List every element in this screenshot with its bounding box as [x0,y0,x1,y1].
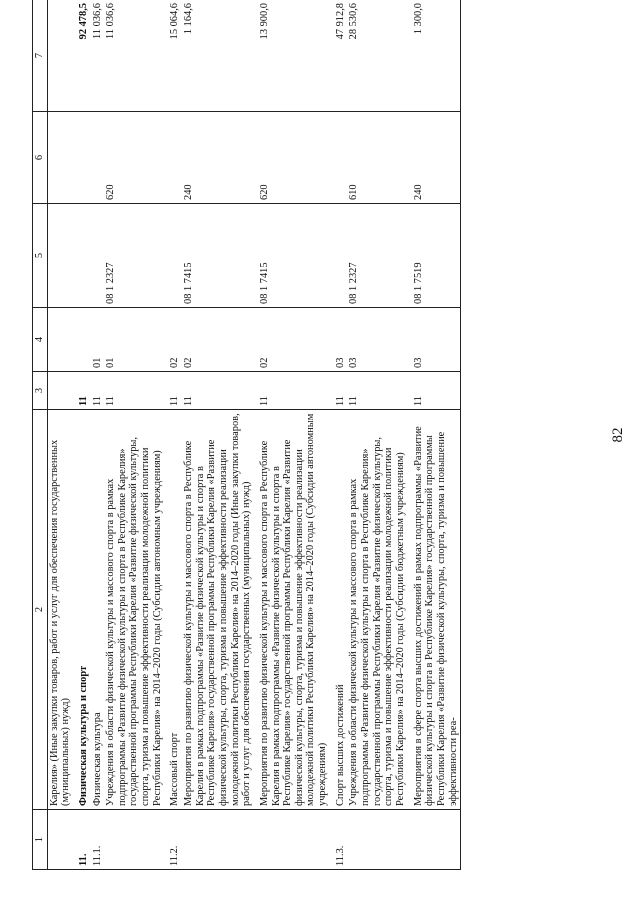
subsection-code [77,308,91,372]
section-code: 11 [412,372,461,410]
subsection-code: 02 [168,308,182,372]
target-article-code [91,204,105,308]
row-number [347,810,411,870]
target-article-code: 08 1 2327 [347,204,411,308]
amount: 11 036,6 [91,0,105,112]
expense-type-code: 620 [104,112,168,204]
row-description: Учреждения в области физической культуры и массового спорта в рамках подпрограммы «Развитие физической культуры и спорта в Республике Карелия» государственной программы Республики Карелия «Развитие физической культуры, спорта, туризма и повышение эффективности реализации молодежной политики Республики Карелия» на 2014–2020 годы (Субсидии автономным учреждениям) [104,410,168,810]
table-header-row [33,0,48,870]
expense-type-code: 240 [412,112,461,204]
subsection-code: 01 [91,308,105,372]
column-header: 6 [33,112,48,204]
column-header: 5 [33,204,48,308]
amount: 15 064,6 [168,0,182,112]
expense-type-code [91,112,105,204]
row-description: Мероприятия по развитию физической культуры и массового спорта в Республике Карелия в рамках подпрограммы «Развитие физической культуры и спорта в Республике Карелия» государственной программы Республики Карелия «Развитие физической культуры, спорта, туризма и повышение эффективности реализации молодежной политики Республики Карелия» на 2014–2020 годы (Субсидии автономным учреждениям) [258,410,334,810]
target-article-code [334,204,348,308]
row-number: 11.2. [168,810,182,870]
row-number: 11.3. [334,810,348,870]
expense-type-code: 620 [258,112,334,204]
column-header: 3 [33,372,48,410]
table-row [258,0,334,870]
column-header: 7 [33,0,48,112]
target-article-code: 08 1 7519 [412,204,461,308]
target-article-code [47,204,77,308]
table-row [77,0,91,870]
row-number [182,810,258,870]
row-description: Мероприятия по развитию физической культуры и массового спорта в Республике Карелия в рамках подпрограммы «Развитие физической культуры и спорта в Республике Карелия» государственной программы Республики Карелия «Развитие физической культуры, спорта, туризма и повышение эффективности реализации молодежной политики Республики Карелия» на 2014–2020 годы (Иные закупки товаров, работ и услуг для обеспечения государственных (муниципальных) нужд) [182,410,258,810]
row-number [104,810,168,870]
expense-type-code: 610 [347,112,411,204]
rotated-table-sheet [32,0,626,870]
amount: 28 530,6 [347,0,411,112]
amount: 13 900,0 [258,0,334,112]
expense-type-code: 240 [182,112,258,204]
table-row [347,0,411,870]
row-description: Массовый спорт [168,410,182,810]
row-description: Спорт высших достижений [334,410,348,810]
subsection-code: 03 [412,308,461,372]
subsection-code [47,308,77,372]
target-article-code: 08 1 7415 [258,204,334,308]
section-code: 11 [91,372,105,410]
row-description: Учреждения в области физической культуры и массового спорта в рамках подпрограммы «Развитие физической культуры и спорта в Республике Карелия» государственной программы Республики Карелия «Развитие физической культуры, спорта, туризма и повышение эффективности реализации молодежной политики Республики Карелия» на 2014–2020 годы (Субсидии бюджетным учреждениям) [347,410,411,810]
table-row [47,0,77,870]
target-article-code: 08 1 2327 [104,204,168,308]
amount: 92 478,5 [77,0,91,112]
subsection-code: 03 [347,308,411,372]
row-number: 11.1. [91,810,105,870]
section-code [47,372,77,410]
target-article-code [77,204,91,308]
target-article-code [168,204,182,308]
table-row [334,0,348,870]
row-number [258,810,334,870]
expense-type-code [47,112,77,204]
column-header: 2 [33,410,48,810]
amount: 1 300,0 [412,0,461,112]
column-header: 1 [33,810,48,870]
section-code: 11 [258,372,334,410]
subsection-code: 03 [334,308,348,372]
expense-type-code [77,112,91,204]
table-row [91,0,105,870]
section-code: 11 [104,372,168,410]
amount: 1 164,6 [182,0,258,112]
row-number [412,810,461,870]
page-number: 82 [610,427,626,443]
row-description: Мероприятия в сфере спорта высших достижений в рамках подпрограммы «Развитие физической культуры и спорта в Республике Карелия» государственной программы Республики Карелия «Развитие физической культуры, спорта, туризма и повышение эффективности реа- [412,410,461,810]
section-code: 11 [77,372,91,410]
table-body [47,0,461,870]
section-code: 11 [334,372,348,410]
subsection-code: 02 [182,308,258,372]
table-row [182,0,258,870]
subsection-code: 02 [258,308,334,372]
table-row [104,0,168,870]
row-description: Карелия» (Иные закупки товаров, работ и услуг для обеспечения государственных (муниципальных) нужд) [47,410,77,810]
amount [47,0,77,112]
row-description: Физическая культура и спорт [77,410,91,810]
expense-type-code [334,112,348,204]
target-article-code: 08 1 7415 [182,204,258,308]
amount: 11 036,6 [104,0,168,112]
row-number: 11. [77,810,91,870]
row-description: Физическая культура [91,410,105,810]
section-code: 11 [168,372,182,410]
expense-type-code [168,112,182,204]
table-row [168,0,182,870]
column-header: 4 [33,308,48,372]
budget-table [32,0,461,870]
subsection-code: 01 [104,308,168,372]
amount: 47 912,8 [334,0,348,112]
table-row [412,0,461,870]
section-code: 11 [182,372,258,410]
row-number [47,810,77,870]
section-code: 11 [347,372,411,410]
